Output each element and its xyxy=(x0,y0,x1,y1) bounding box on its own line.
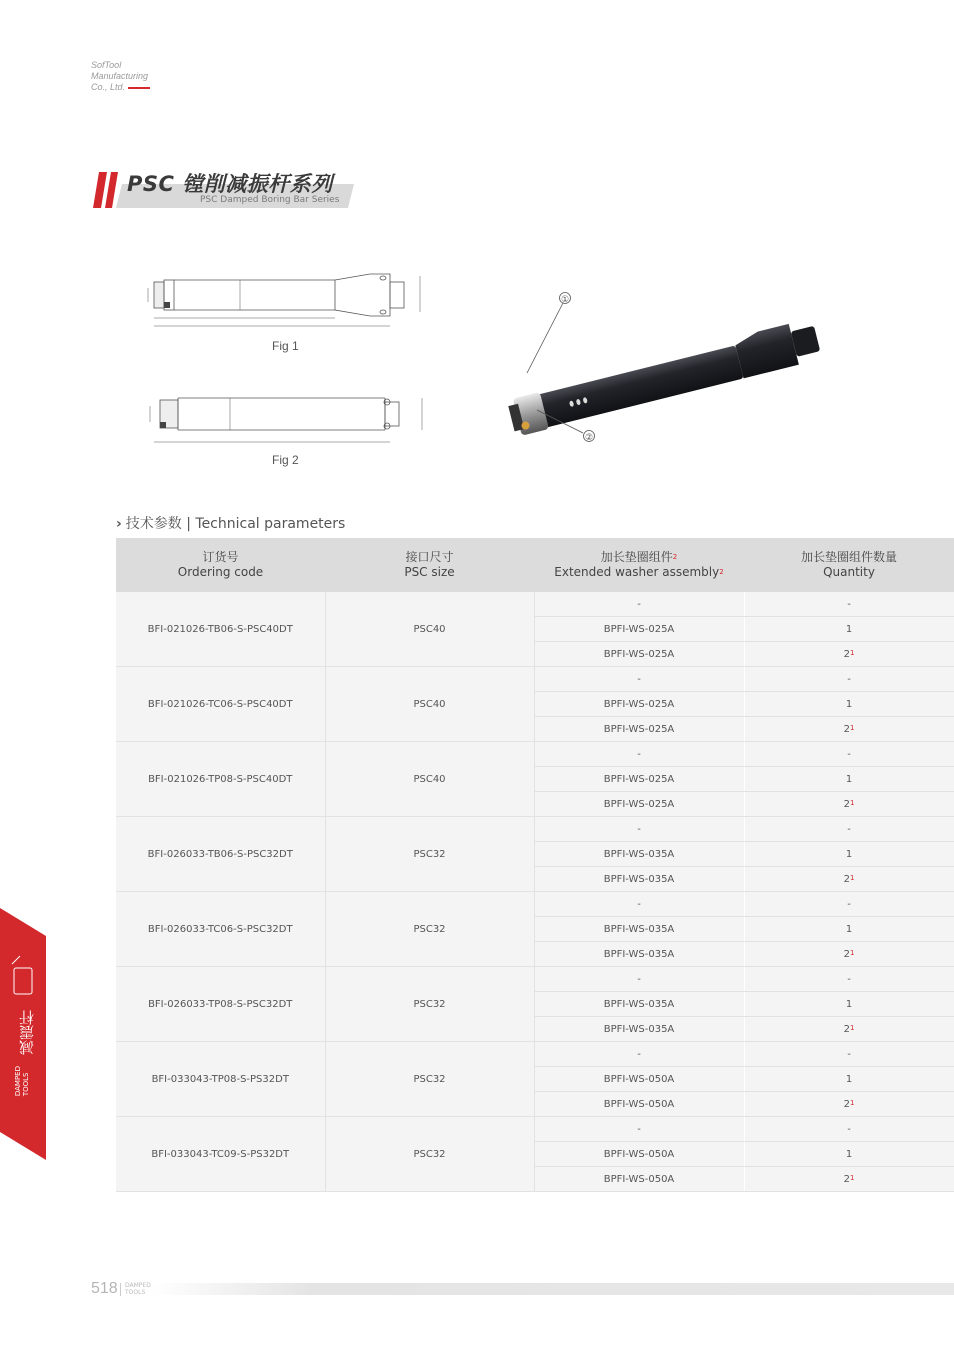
quantity-cell xyxy=(744,917,954,942)
quantity-cell xyxy=(744,767,954,792)
washer-assembly-cell: - xyxy=(534,667,744,692)
header-en: Quantity xyxy=(823,565,875,579)
quantity-value: 1 xyxy=(845,1148,853,1160)
footnote-mark: 1 xyxy=(849,948,855,957)
table-row xyxy=(116,742,954,767)
washer-assembly-cell: BPFI-WS-025A xyxy=(534,617,744,642)
footnote-mark: 1 xyxy=(849,1098,855,1107)
quantity-cell xyxy=(744,842,954,867)
quantity-value: 1 xyxy=(845,698,853,710)
quantity-cell xyxy=(744,992,954,1017)
washer-assembly-cell: - xyxy=(534,592,744,617)
table-row xyxy=(116,892,954,917)
footnote-mark: 1 xyxy=(849,723,855,732)
washer-assembly-cell: BPFI-WS-035A xyxy=(534,917,744,942)
footnote-mark: 1 xyxy=(849,648,855,657)
footnote-mark: 2 xyxy=(719,568,724,576)
washer-assembly-cell: - xyxy=(534,817,744,842)
quantity-cell xyxy=(744,1042,954,1067)
quantity-value: - xyxy=(847,1048,851,1060)
quantity-value: 1 xyxy=(845,998,853,1010)
psc-size-cell: PSC40 xyxy=(325,667,534,742)
header-cn: 加长垫圈组件 xyxy=(600,550,673,564)
table-row xyxy=(116,967,954,992)
page-number: 518 xyxy=(91,1280,118,1297)
side-tab-en-2: TOOLS xyxy=(22,1072,30,1097)
header-cn: 接口尺寸 xyxy=(405,550,454,564)
quantity-cell xyxy=(744,792,954,817)
quantity-cell xyxy=(744,1067,954,1092)
quantity-value: 2 xyxy=(843,648,850,660)
ordering-code-cell: BFI-021026-TP08-S-PSC40DT xyxy=(116,742,325,817)
fig2-drawing xyxy=(140,388,440,450)
quantity-value: 2 xyxy=(843,1023,850,1035)
footnote-mark: 1 xyxy=(849,1173,855,1182)
ordering-code-cell: BFI-026033-TC06-S-PSC32DT xyxy=(116,892,325,967)
quantity-value: - xyxy=(847,748,851,760)
technical-parameters-table xyxy=(116,538,954,1192)
washer-assembly-cell: - xyxy=(534,1117,744,1142)
footer-tag-1: DAMPED xyxy=(125,1282,151,1289)
table-row xyxy=(116,667,954,692)
header-en: PSC size xyxy=(404,565,455,579)
quantity-cell xyxy=(744,692,954,717)
callout-2: ② xyxy=(584,433,594,443)
ordering-code-cell: BFI-021026-TC06-S-PSC40DT xyxy=(116,667,325,742)
ordering-code-cell: BFI-033043-TC09-S-PS32DT xyxy=(116,1117,325,1192)
washer-assembly-cell: BPFI-WS-035A xyxy=(534,992,744,1017)
table-row xyxy=(116,592,954,617)
quantity-value: 2 xyxy=(843,723,850,735)
washer-assembly-cell: BPFI-WS-035A xyxy=(534,942,744,967)
quantity-value: 2 xyxy=(843,798,850,810)
side-tab-subtitle xyxy=(14,1066,30,1096)
company-line-3: Co., Ltd. xyxy=(91,82,126,92)
boring-bar-photo xyxy=(495,285,835,445)
quantity-cell xyxy=(744,942,954,967)
psc-size-cell: PSC32 xyxy=(325,1117,534,1192)
page-footer xyxy=(91,1280,954,1298)
quantity-value: 2 xyxy=(843,1173,850,1185)
psc-size-cell: PSC40 xyxy=(325,742,534,817)
ordering-code-cell: BFI-021026-TB06-S-PSC40DT xyxy=(116,592,325,667)
company-name xyxy=(91,60,150,93)
footer-divider xyxy=(120,1283,121,1296)
header-en: Ordering code xyxy=(177,565,264,579)
quantity-cell xyxy=(744,817,954,842)
table-row xyxy=(116,1117,954,1142)
washer-assembly-cell: BPFI-WS-035A xyxy=(534,842,744,867)
page-title: PSC 镗削减振杆系列 xyxy=(127,172,333,196)
header-psc-size xyxy=(325,538,534,592)
ordering-code-cell: BFI-026033-TP08-S-PSC32DT xyxy=(116,967,325,1042)
quantity-cell xyxy=(744,967,954,992)
washer-assembly-cell: BPFI-WS-035A xyxy=(534,867,744,892)
company-line-2: Manufacturing xyxy=(91,71,149,81)
header-quantity xyxy=(744,538,954,592)
footnote-mark: 1 xyxy=(849,1023,855,1032)
side-tab-title: 减震杆 xyxy=(18,1010,36,1055)
page-subtitle: PSC Damped Boring Bar Series xyxy=(200,195,340,205)
company-line-1: SofTool xyxy=(91,60,122,70)
washer-assembly-cell: BPFI-WS-025A xyxy=(534,767,744,792)
quantity-value: 1 xyxy=(845,1073,853,1085)
psc-size-cell: PSC40 xyxy=(325,592,534,667)
quantity-cell xyxy=(744,667,954,692)
washer-assembly-cell: - xyxy=(534,892,744,917)
quantity-value: 2 xyxy=(843,873,850,885)
quantity-cell xyxy=(744,1167,954,1192)
side-tab-en-1: DAMPED xyxy=(14,1066,22,1097)
footer-tag-2: TOOLS xyxy=(125,1289,146,1296)
washer-assembly-cell: BPFI-WS-025A xyxy=(534,717,744,742)
quantity-value: 1 xyxy=(845,623,853,635)
quantity-value: 1 xyxy=(845,773,853,785)
quantity-cell xyxy=(744,1142,954,1167)
section-heading xyxy=(116,513,345,533)
quantity-value: 1 xyxy=(845,923,853,935)
quantity-cell xyxy=(744,892,954,917)
quantity-value: 1 xyxy=(845,848,853,860)
washer-assembly-cell: BPFI-WS-035A xyxy=(534,1017,744,1042)
quantity-cell xyxy=(744,592,954,617)
psc-size-cell: PSC32 xyxy=(325,967,534,1042)
quantity-cell xyxy=(744,867,954,892)
footnote-mark: 1 xyxy=(849,798,855,807)
chevron-right-icon: › xyxy=(116,516,122,532)
quantity-value: - xyxy=(847,898,851,910)
fig2-label: Fig 2 xyxy=(272,453,299,467)
quantity-value: - xyxy=(847,598,851,610)
footer-bar xyxy=(151,1283,954,1295)
quantity-cell xyxy=(744,1092,954,1117)
header-ordering-code xyxy=(116,538,325,592)
callout-1: ① xyxy=(560,295,570,305)
psc-size-cell: PSC32 xyxy=(325,817,534,892)
quantity-cell xyxy=(744,642,954,667)
footnote-mark: 2 xyxy=(672,553,678,561)
header-en: Extended washer assembly xyxy=(554,565,720,579)
table-row xyxy=(116,1042,954,1067)
quantity-value: 2 xyxy=(843,948,850,960)
quantity-cell xyxy=(744,1017,954,1042)
ordering-code-cell: BFI-033043-TP08-S-PS32DT xyxy=(116,1042,325,1117)
quantity-cell xyxy=(744,617,954,642)
washer-assembly-cell: BPFI-WS-025A xyxy=(534,792,744,817)
fig1-label: Fig 1 xyxy=(272,339,299,353)
header-cn: 加长垫圈组件数量 xyxy=(800,550,897,564)
table-header-row xyxy=(116,538,954,592)
washer-assembly-cell: BPFI-WS-050A xyxy=(534,1092,744,1117)
quantity-value: - xyxy=(847,1123,851,1135)
quantity-value: - xyxy=(847,673,851,685)
washer-assembly-cell: BPFI-WS-050A xyxy=(534,1142,744,1167)
quantity-cell xyxy=(744,742,954,767)
accent-line xyxy=(128,87,150,89)
table-row xyxy=(116,817,954,842)
washer-assembly-cell: BPFI-WS-025A xyxy=(534,692,744,717)
quantity-cell xyxy=(744,1117,954,1142)
washer-assembly-cell: - xyxy=(534,967,744,992)
washer-assembly-cell: BPFI-WS-025A xyxy=(534,642,744,667)
quantity-value: 2 xyxy=(843,1098,850,1110)
quantity-value: - xyxy=(847,823,851,835)
washer-assembly-cell: BPFI-WS-050A xyxy=(534,1067,744,1092)
header-washer-assembly xyxy=(534,538,744,592)
psc-size-cell: PSC32 xyxy=(325,1042,534,1117)
fig1-drawing xyxy=(140,268,440,338)
psc-size-cell: PSC32 xyxy=(325,892,534,967)
washer-assembly-cell: - xyxy=(534,1042,744,1067)
washer-assembly-cell: BPFI-WS-050A xyxy=(534,1167,744,1192)
washer-assembly-cell: - xyxy=(534,742,744,767)
header-cn: 订货号 xyxy=(202,550,239,564)
footnote-mark: 1 xyxy=(849,873,855,882)
footer-tag xyxy=(125,1282,151,1296)
section-title: 技术参数 | Technical parameters xyxy=(125,516,346,532)
page-title-block xyxy=(93,168,355,210)
quantity-value: - xyxy=(847,973,851,985)
ordering-code-cell: BFI-026033-TB06-S-PSC32DT xyxy=(116,817,325,892)
quantity-cell xyxy=(744,717,954,742)
